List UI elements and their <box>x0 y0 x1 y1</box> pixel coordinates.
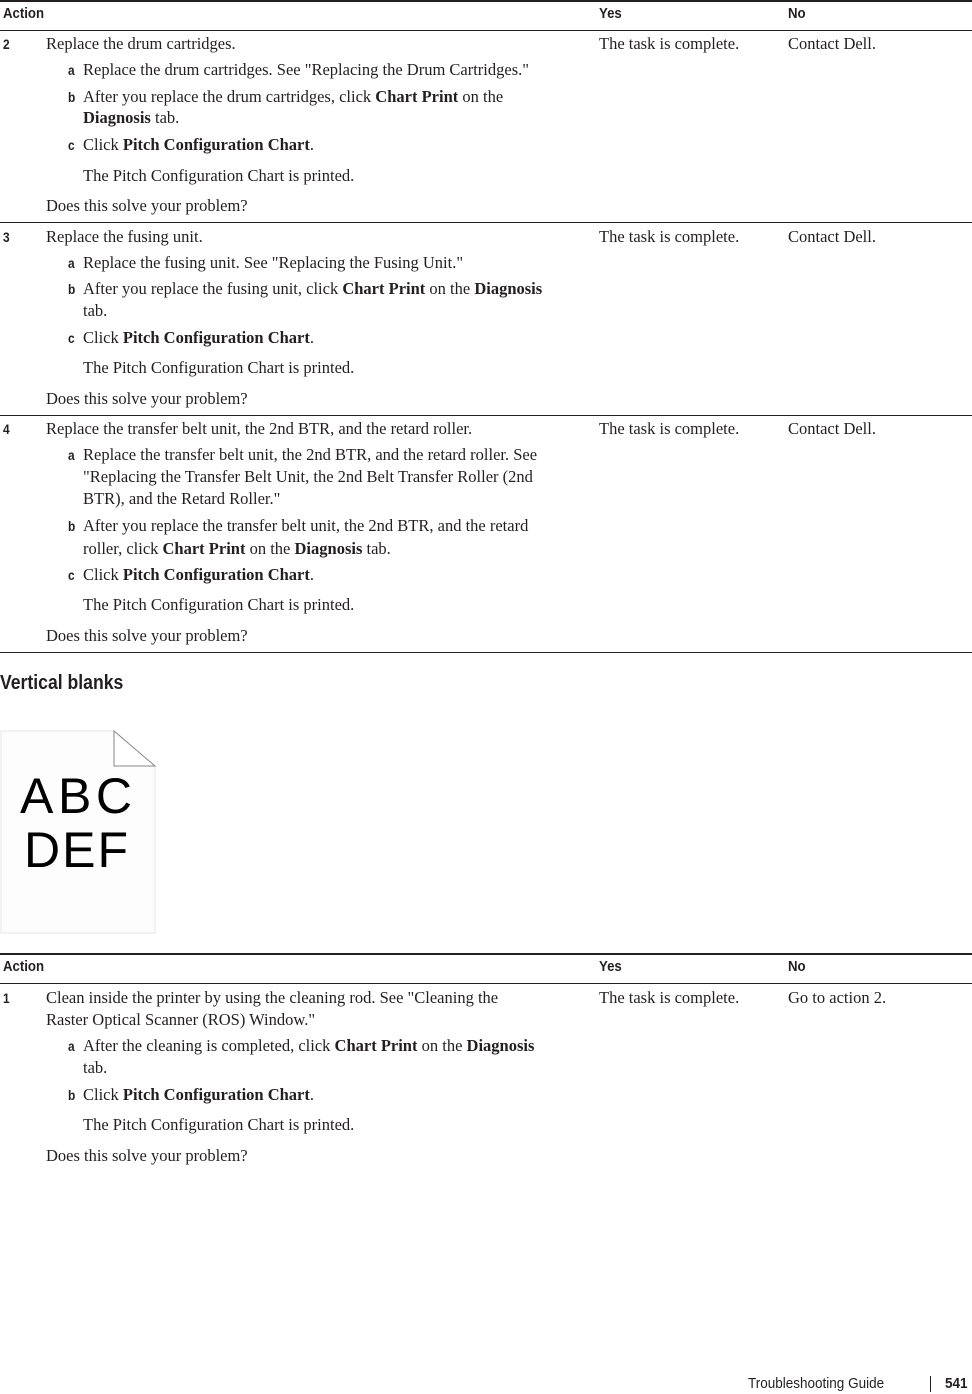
header-yes: Yes <box>599 958 622 975</box>
text: roller, click <box>83 539 163 558</box>
sample-text-line-1: ABC <box>20 768 132 824</box>
folded-corner <box>114 731 155 766</box>
step-letter: a <box>68 255 75 271</box>
step-letter: a <box>68 1038 75 1054</box>
text: on the <box>425 279 475 298</box>
action-text: Replace the fusing unit. <box>46 227 203 246</box>
step-letter: a <box>68 447 75 463</box>
step-text: Replace the transfer belt unit, the 2nd BTR, and the retard roller. See <box>83 445 538 464</box>
ui-term: Pitch Configuration Chart <box>122 135 310 154</box>
step-letter: b <box>68 518 76 534</box>
question: Does this solve your problem? <box>46 1146 248 1165</box>
step-text <box>83 1085 314 1105</box>
text: After you replace the fusing unit, click <box>83 279 343 298</box>
step-text <box>83 328 314 348</box>
row-rule <box>0 652 972 653</box>
text: Click <box>83 565 123 584</box>
yes-cell: The task is complete. <box>599 227 740 246</box>
yes-cell: The task is complete. <box>599 34 740 53</box>
result-note: The Pitch Configuration Chart is printed. <box>83 166 355 185</box>
step-letter: c <box>68 137 75 153</box>
ui-term: Chart Print <box>375 87 459 106</box>
question: Does this solve your problem? <box>46 626 248 645</box>
step-text <box>83 108 179 128</box>
no-cell: Contact Dell. <box>788 419 876 438</box>
step-text: tab. <box>83 1058 108 1077</box>
text: . <box>309 135 314 154</box>
ui-term: Diagnosis <box>466 1036 535 1055</box>
step-text <box>83 1036 534 1056</box>
step-letter: b <box>68 281 76 297</box>
text: tab. <box>362 539 391 558</box>
action-text: Replace the transfer belt unit, the 2nd BTR, and the retard roller. <box>46 419 473 438</box>
text: Click <box>83 135 123 154</box>
text: . <box>309 565 314 584</box>
step-text <box>83 279 542 299</box>
sample-text-line-2: DEF <box>24 822 128 878</box>
step-letter: b <box>68 89 76 105</box>
step-text: tab. <box>83 301 108 320</box>
ui-term: Pitch Configuration Chart <box>122 1085 310 1104</box>
header-yes: Yes <box>599 5 622 22</box>
text: Click <box>83 1085 123 1104</box>
header-no: No <box>788 5 806 22</box>
step-text: Replace the fusing unit. See "Replacing the Fusing Unit." <box>83 253 464 272</box>
yes-cell: The task is complete. <box>599 419 740 438</box>
text: After the cleaning is completed, click <box>83 1036 335 1055</box>
result-note: The Pitch Configuration Chart is printed. <box>83 358 355 377</box>
step-text: "Replacing the Transfer Belt Unit, the 2nd Belt Transfer Roller (2nd <box>83 467 533 486</box>
question: Does this solve your problem? <box>46 196 248 215</box>
ui-term: Pitch Configuration Chart <box>122 565 310 584</box>
action-text: Clean inside the printer by using the cleaning rod. See "Cleaning the <box>46 988 499 1007</box>
yes-cell: The task is complete. <box>599 988 740 1007</box>
header-no: No <box>788 958 806 975</box>
text: Click <box>83 328 123 347</box>
ui-term: Chart Print <box>342 279 426 298</box>
text: After you replace the drum cartridges, click <box>83 87 376 106</box>
table-top-rule <box>0 0 972 2</box>
step-letter: b <box>68 1087 76 1103</box>
vertical-blanks-illustration <box>0 729 158 935</box>
footer-section: Troubleshooting Guide <box>748 1375 885 1392</box>
row-number: 4 <box>3 421 10 437</box>
row-number: 1 <box>3 990 10 1006</box>
section-title: Vertical blanks <box>0 672 124 694</box>
ui-term: Chart Print <box>162 539 246 558</box>
header-action: Action <box>3 5 45 22</box>
step-text <box>83 539 391 559</box>
header-action: Action <box>3 958 45 975</box>
step-letter: a <box>68 62 75 78</box>
header-rule <box>0 30 972 31</box>
text: . <box>309 1085 314 1104</box>
no-cell: Contact Dell. <box>788 227 876 246</box>
step-text <box>83 135 314 155</box>
row-number: 2 <box>3 36 10 52</box>
row-rule <box>0 415 972 416</box>
ui-term: Diagnosis <box>83 108 151 127</box>
text: tab. <box>150 108 180 127</box>
action-text: Replace the drum cartridges. <box>46 34 236 53</box>
footer-divider <box>930 1376 931 1392</box>
step-text <box>83 87 503 107</box>
step-text: After you replace the transfer belt unit, the 2nd BTR, and the retard <box>83 516 529 535</box>
text: on the <box>417 1036 467 1055</box>
ui-term: Diagnosis <box>294 539 363 558</box>
row-number: 3 <box>3 229 10 245</box>
text: on the <box>245 539 295 558</box>
step-text <box>83 565 314 585</box>
question: Does this solve your problem? <box>46 389 248 408</box>
header-rule <box>0 983 972 984</box>
row-rule <box>0 222 972 223</box>
no-cell: Contact Dell. <box>788 34 876 53</box>
page-number: 541 <box>945 1375 968 1392</box>
step-text: BTR), and the Retard Roller." <box>83 489 281 508</box>
no-cell: Go to action 2. <box>788 988 887 1007</box>
result-note: The Pitch Configuration Chart is printed. <box>83 595 355 614</box>
ui-term: Pitch Configuration Chart <box>122 328 310 347</box>
table-top-rule <box>0 953 972 955</box>
ui-term: Chart Print <box>334 1036 418 1055</box>
step-text: Replace the drum cartridges. See "Replacing the Drum Cartridges." <box>83 60 529 79</box>
result-note: The Pitch Configuration Chart is printed. <box>83 1115 355 1134</box>
text: on the <box>458 87 504 106</box>
step-letter: c <box>68 567 75 583</box>
action-text: Raster Optical Scanner (ROS) Window." <box>46 1010 316 1029</box>
step-letter: c <box>68 330 75 346</box>
ui-term: Diagnosis <box>474 279 543 298</box>
text: . <box>309 328 314 347</box>
